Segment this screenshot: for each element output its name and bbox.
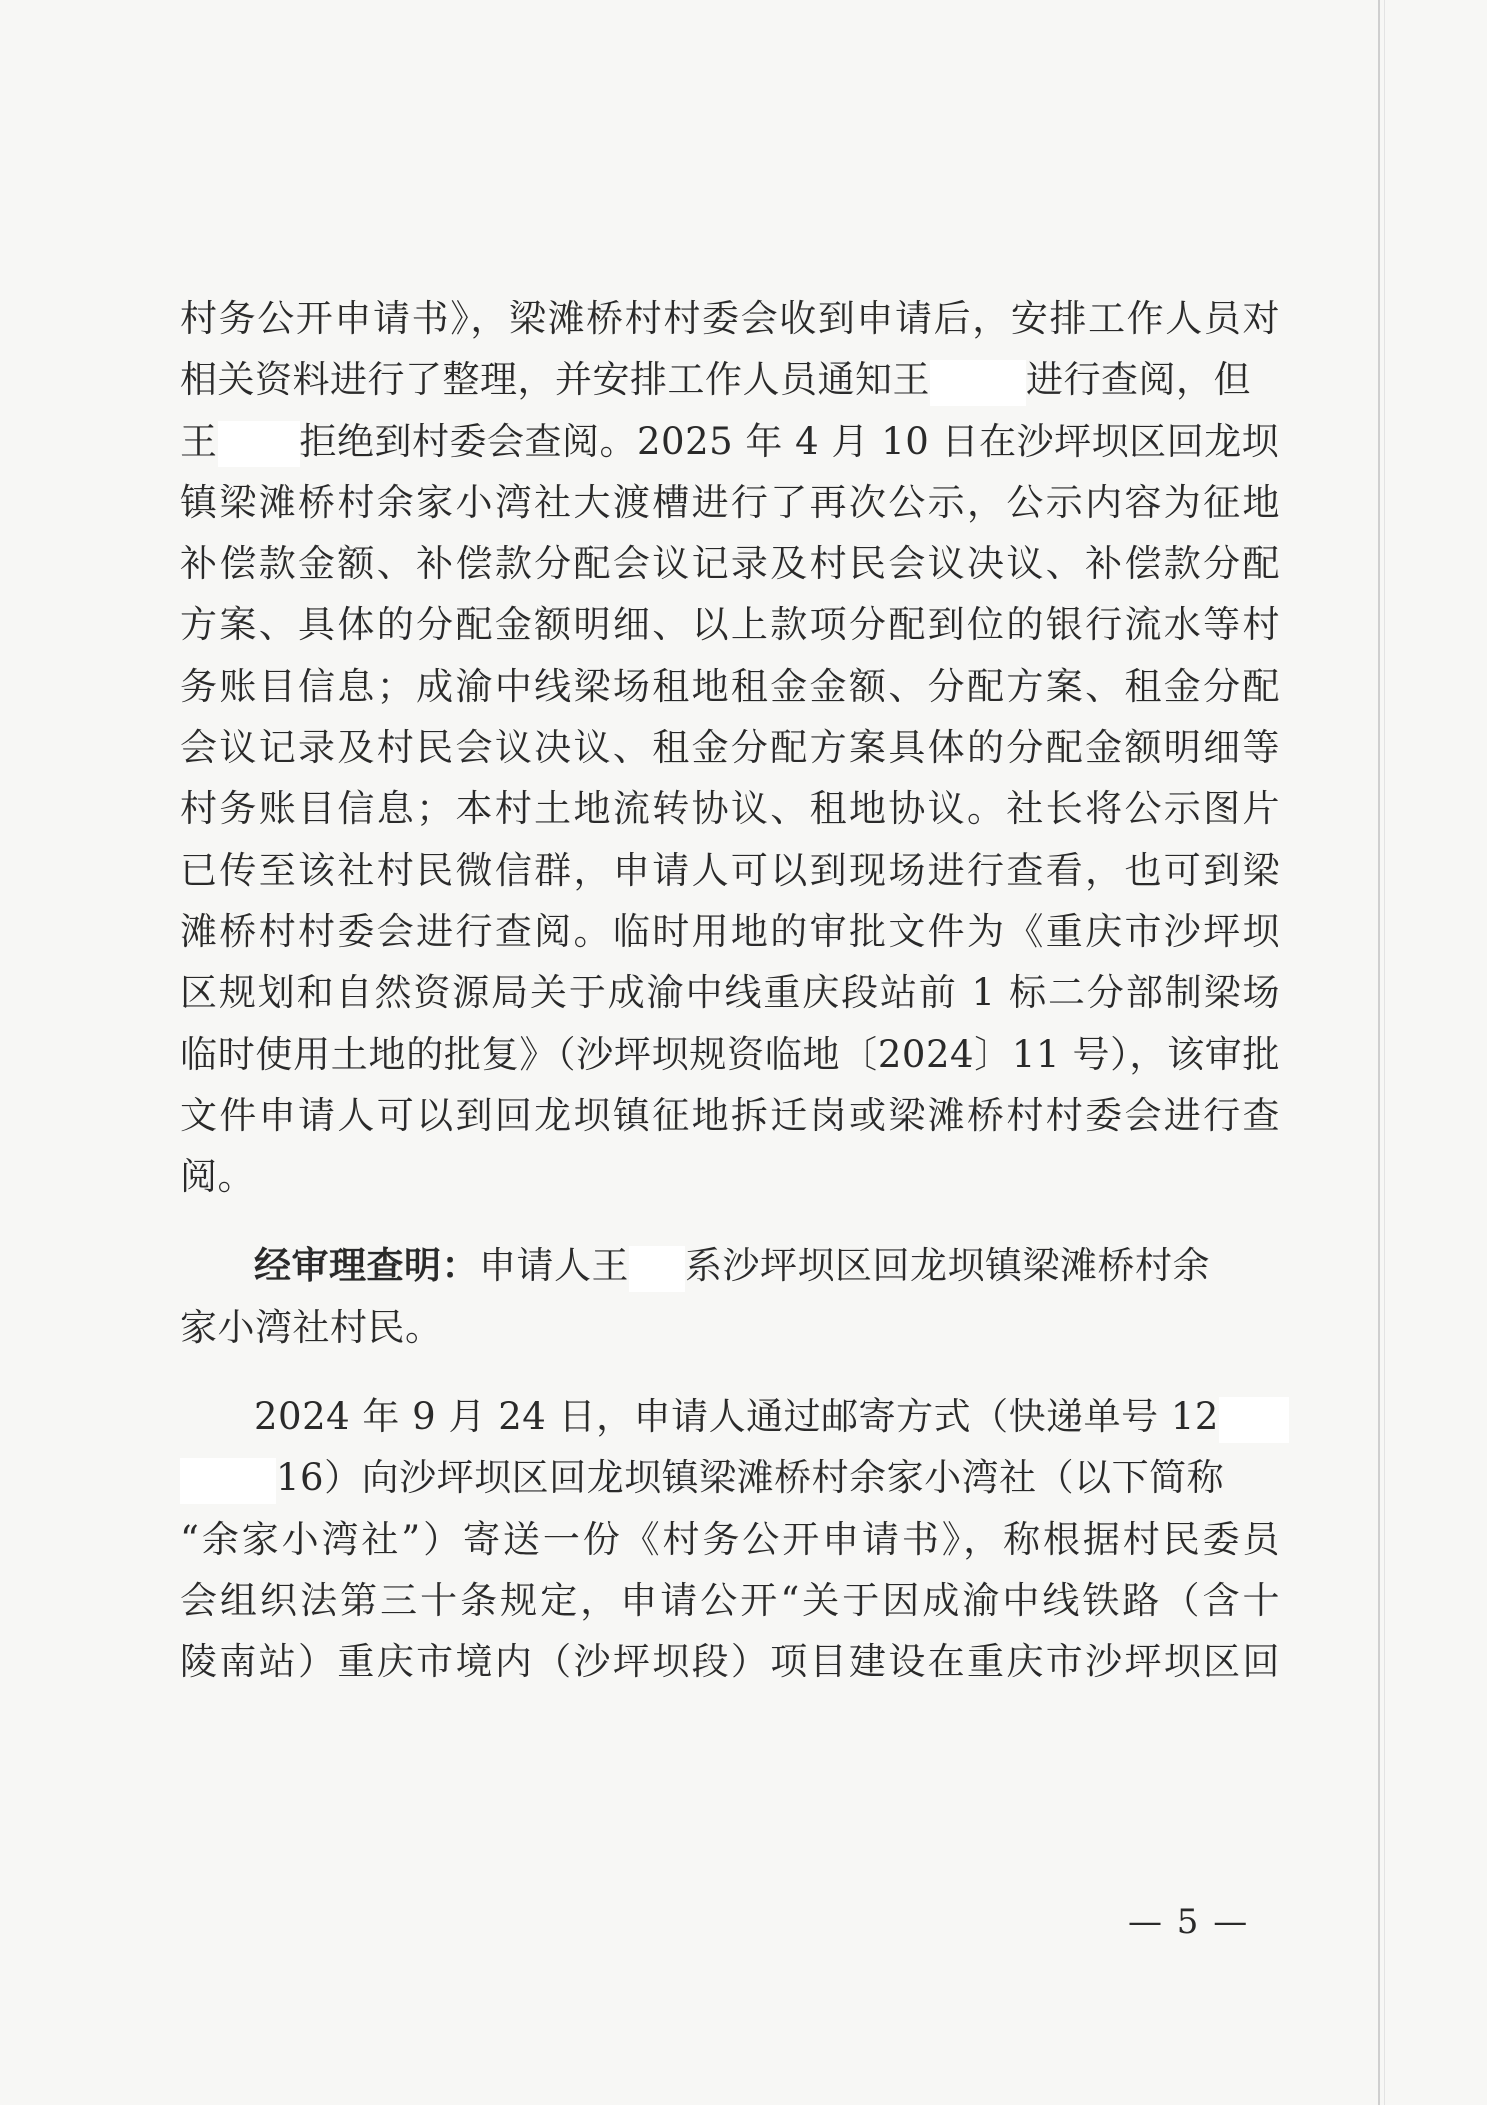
redaction-box: [218, 421, 300, 467]
text-line: [180, 1386, 1280, 1447]
finding-lead: 经审理查明：: [254, 1244, 479, 1288]
text-line: 家小湾社村民。: [180, 1305, 443, 1349]
text-line: 会组织法第三十条规定，申请公开“关于因成渝中线铁路（含十: [180, 1578, 1280, 1622]
scan-edge-line-secondary: [1384, 0, 1385, 2105]
text-line: 方案、具体的分配金额明细、以上款项分配到位的银行流水等村: [180, 603, 1280, 647]
text-line: 务账目信息；成渝中线梁场租地租金金额、分配方案、租金分配: [180, 664, 1280, 708]
text-line: 镇梁滩桥村余家小湾社大渡槽进行了再次公示，公示内容为征地: [180, 480, 1280, 524]
redaction-box: [629, 1246, 685, 1292]
text-line: 阅。: [180, 1155, 255, 1199]
text-line: 村务公开申请书》，梁滩桥村村委会收到申请后，安排工作人员对: [180, 297, 1280, 340]
text-line: 会议记录及村民会议决议、租金分配方案具体的分配金额明细等: [180, 726, 1280, 770]
text-line: 区规划和自然资源局关于成渝中线重庆段站前 1 标二分部制梁场: [180, 971, 1280, 1015]
redaction-box: [930, 360, 1026, 406]
redaction-box: [180, 1458, 276, 1504]
text-line: 补偿款金额、补偿款分配会议记录及村民会议决议、补偿款分配: [180, 542, 1280, 586]
text-line: [180, 349, 1280, 410]
text-segment: 16）向沙坪坝区回龙坝镇梁滩桥村余家小湾社（以下简称: [276, 1456, 1225, 1500]
text-line: [180, 1447, 1280, 1508]
text-line: “余家小湾社”）寄送一份《村务公开申请书》，称根据村民委员: [180, 1517, 1280, 1561]
redaction-box: [1219, 1397, 1289, 1443]
text-segment: 王: [180, 419, 218, 463]
text-line: 陵南站）重庆市境内（沙坪坝段）项目建设在重庆市沙坪坝区回: [180, 1640, 1280, 1684]
page-number: — 5 —: [1128, 1902, 1250, 1942]
text-segment: 系沙坪坝区回龙坝镇梁滩桥村余: [685, 1244, 1210, 1288]
text-line: 临时使用土地的批复》（沙坪坝规资临地〔2024〕11 号），该审批: [180, 1032, 1280, 1076]
scan-edge-line: [1378, 0, 1380, 2105]
text-line: 已传至该社村民微信群，申请人可以到现场进行查看，也可到梁: [180, 848, 1280, 892]
text-segment: 拒绝到村委会查阅。2025 年 4 月 10 日在沙坪坝区回龙坝: [299, 419, 1280, 463]
text-line: [180, 411, 1280, 472]
text-line: 滩桥村村委会进行查阅。临时用地的审批文件为《重庆市沙坪坝: [180, 909, 1280, 953]
text-line: 文件申请人可以到回龙坝镇征地拆迁岗或梁滩桥村村委会进行查: [180, 1093, 1280, 1137]
text-line: [180, 1235, 1280, 1296]
text-line: 村务账目信息；本村土地流转协议、租地协议。社长将公示图片: [180, 787, 1280, 831]
text-segment: 申请人王: [479, 1244, 629, 1288]
text-segment: 进行查阅，但: [1026, 358, 1251, 402]
text-segment: 2024 年 9 月 24 日，申请人通过邮寄方式（快递单号 12: [254, 1395, 1219, 1439]
text-segment: 相关资料进行了整理，并安排工作人员通知王: [180, 358, 930, 402]
body-text: [180, 288, 1280, 1693]
